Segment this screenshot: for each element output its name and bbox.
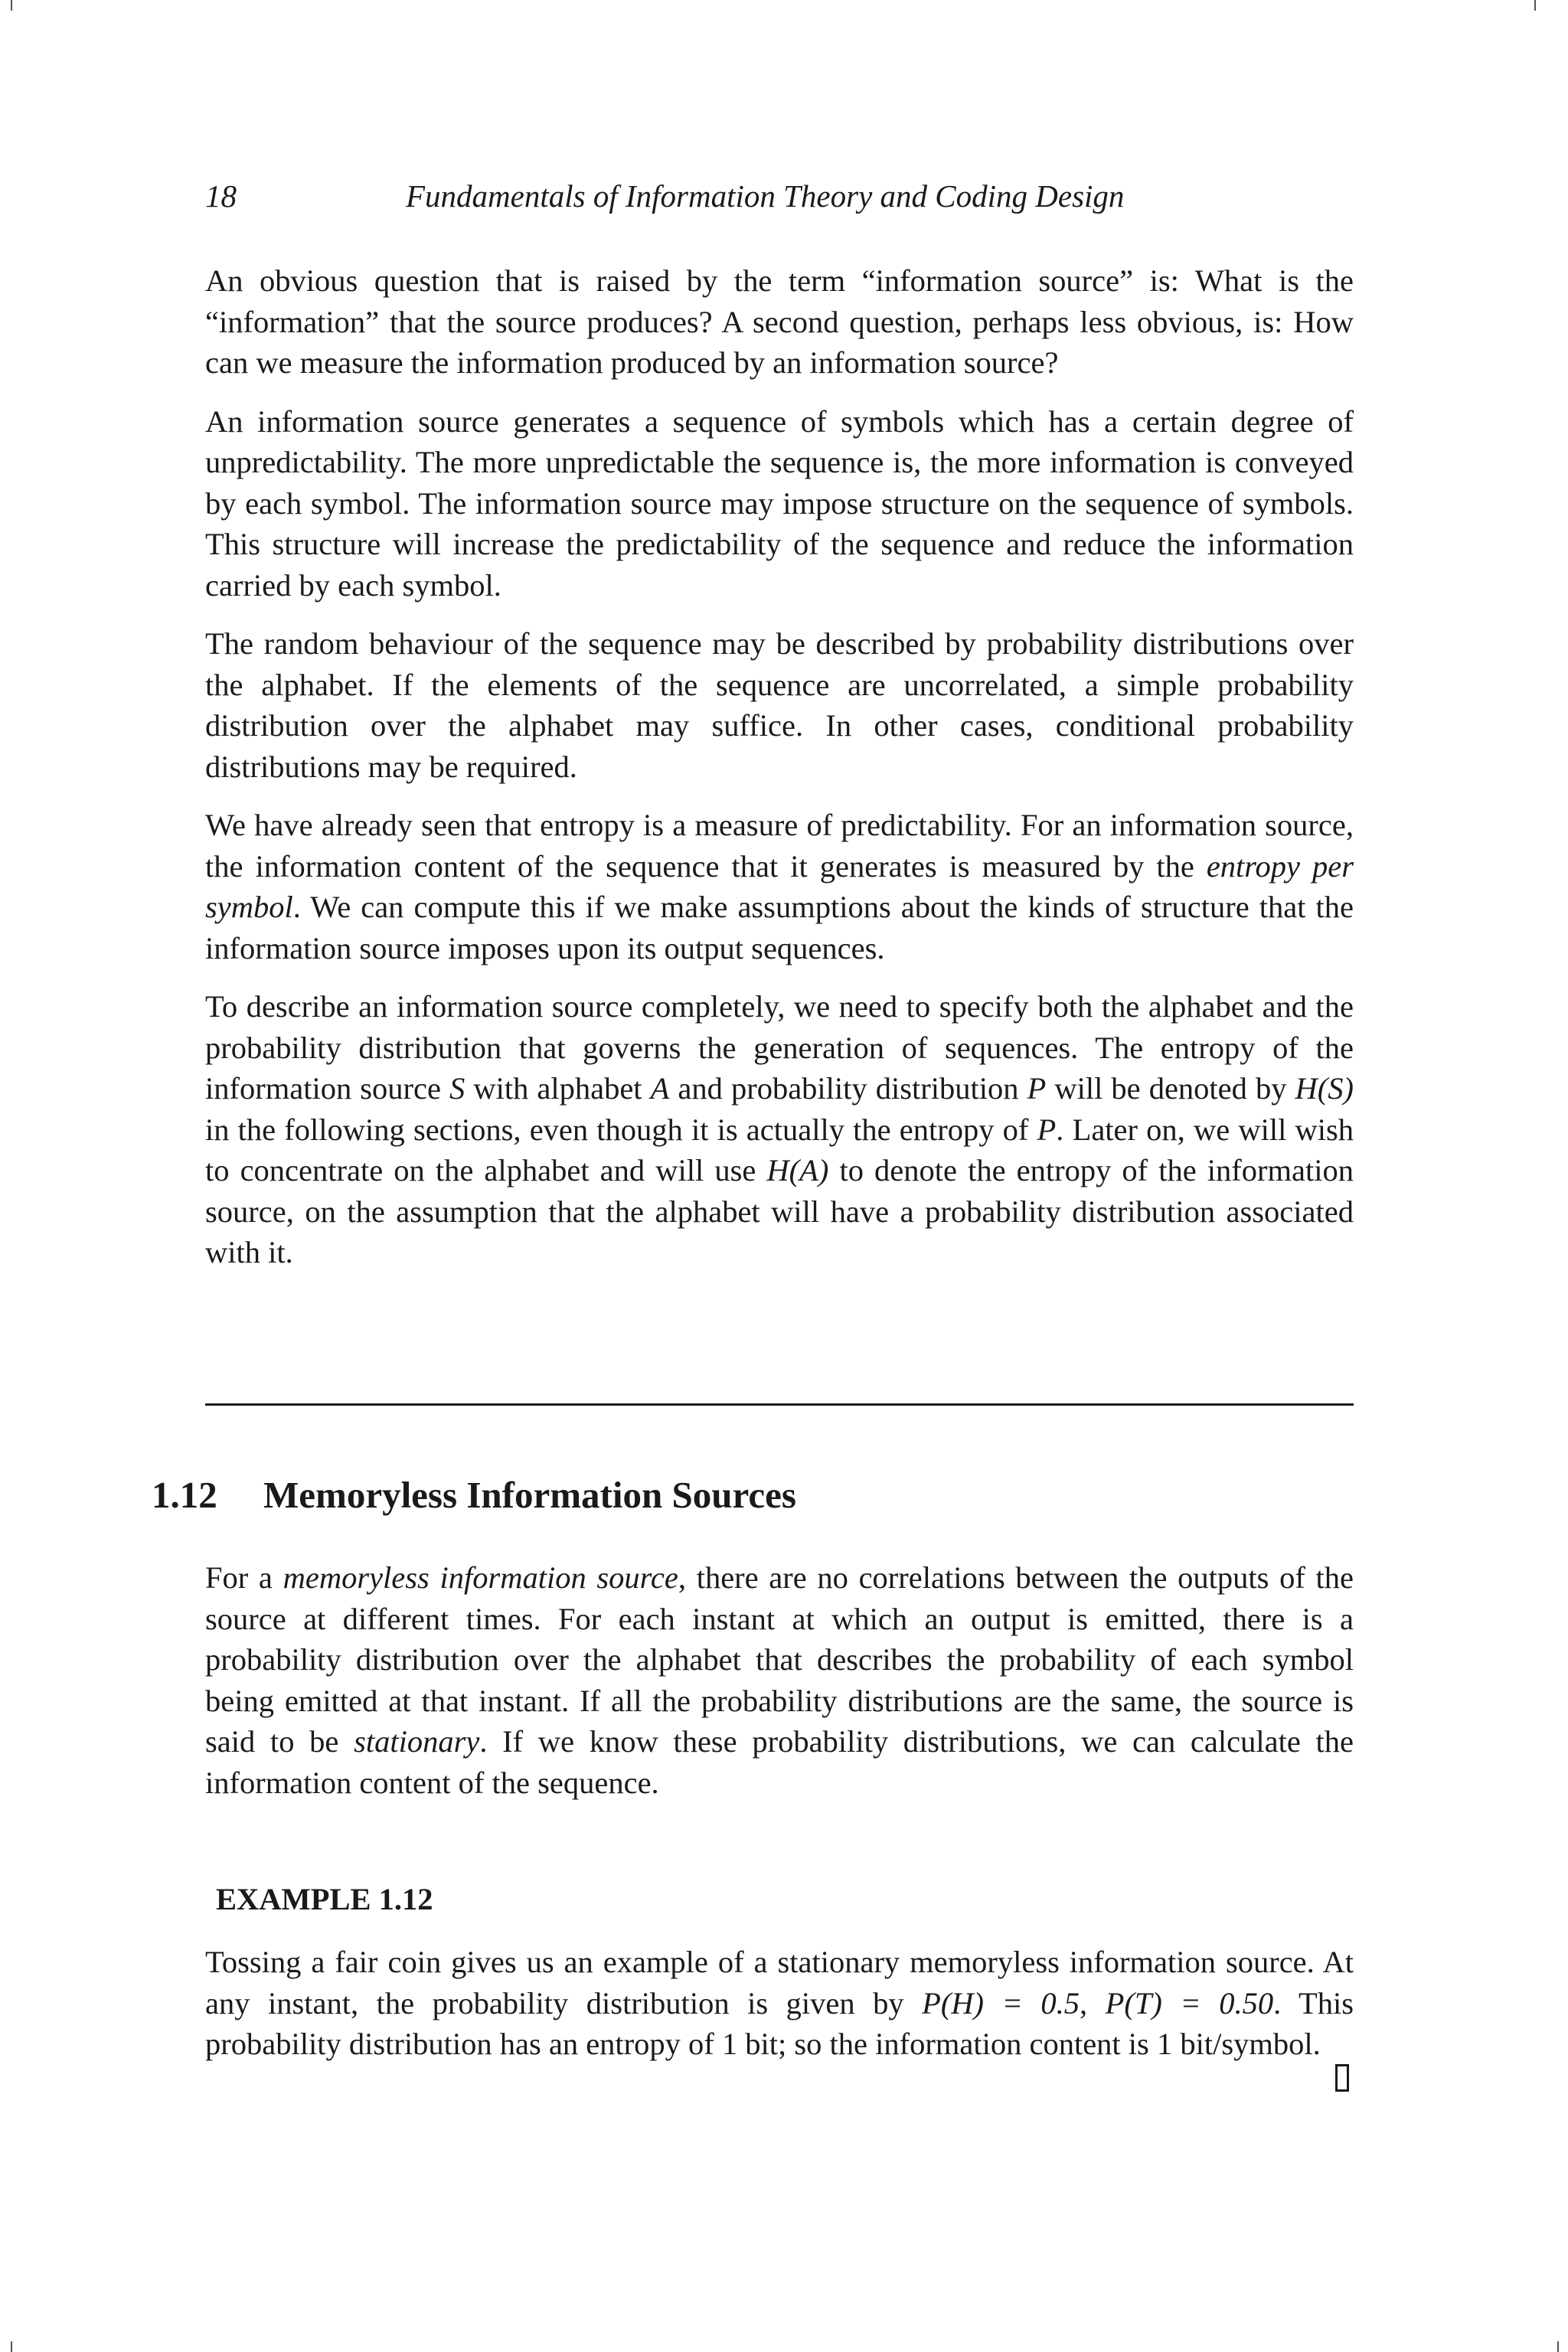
section-divider [205,1403,1354,1406]
math-symbol: P [1027,1071,1047,1106]
math-symbol: S [449,1071,466,1106]
paragraph: We have already seen that entropy is a measure of predictability. For an information source, the information content of the sequence that it generates is measured by the entropy per symbol. We can compute this if we make assumptions about the kinds of structure that the information source imposes upon its output sequences. [205,808,1354,965]
math-expression: H(S) [1295,1071,1354,1106]
math-expression: H(A) [766,1153,829,1187]
qed-box-icon [1335,2064,1349,2092]
math-symbol: A [650,1071,670,1106]
math-symbol: P [1037,1112,1057,1147]
section-title: Memoryless Information Sources [263,1474,796,1516]
math-expression: P(H) = 0.5 [922,1985,1080,2020]
example-heading: EXAMPLE 1.12 [216,1882,433,1916]
emphasis-term: entropy per symbol [205,848,1354,924]
paragraph: The random behaviour of the sequence may be described by probability distributions over the alphabet. If the elements of the sequence are uncorrelated, a simple probability distribution over the alphabet may suffice. In other cases, conditional probability distributions may be required. [205,626,1354,784]
crop-mark-bottom-right [1557,2341,1559,2352]
paragraph: Tossing a fair coin gives us an example of a stationary memoryless information source. At any instant, the probability distribution is given by P(H) = 0.5, P(T) = 0.50. This probability distribution has an entropy of 1 bit; so the information content is 1 bit/symbol. [205,1945,1354,2061]
page-number: 18 [205,178,237,214]
math-expression: P(T) = 0.50 [1105,1985,1274,2020]
crop-mark-bottom-left [11,2341,12,2352]
book-title: Fundamentals of Information Theory and Coding Design [406,178,1125,214]
paragraph: For a memoryless information source, there are no correlations between the outputs of the source at different times. For each instant at which an output is emitted, there is a probability distribution over the alphabet that describes the probability of each symbol being emitted at that instant. If all the probability distributions are the same, the source is said to be stationary. If we know these probability distributions, we can calculate the information content of the sequence. [205,1560,1354,1800]
paragraph: An information source generates a sequence of symbols which has a certain degree of unpredictability. The more unpredictable the sequence is, the more information is conveyed by each symbol. The information source may impose structure on the sequence of symbols. This structure will increase the predictability of the sequence and reduce the information carried by each symbol. [205,403,1354,603]
paragraph: An obvious question that is raised by the term “information source” is: What is the “information” that the source produces? A second question, perhaps less obvious, is: How can we measure the information produced by an information source? [205,263,1354,380]
emphasis-term: memoryless information source [283,1560,678,1595]
crop-mark-top-right [1534,0,1536,11]
intro-text [205,260,1354,1291]
emphasis-term: stationary [354,1724,480,1759]
section-text [205,1557,1354,1821]
running-head [205,178,1354,224]
example-text [205,1942,1354,2082]
crop-mark-top-left [11,0,12,11]
section-number: 1.12 [152,1474,217,1516]
paragraph: To describe an information source completely, we need to specify both the alphabet and the probability distribution that governs the generation of sequences. The entropy of the information source S with alphabet A and probability distribution P will be denoted by H(S) in the following sections, even though it is actually the entropy of P. Later on, we will wish to concentrate on the alphabet and will use H(A) to denote the entropy of the information source, on the assumption that the alphabet will have a probability distribution associated with it. [205,989,1354,1269]
section-heading [152,1473,796,1517]
